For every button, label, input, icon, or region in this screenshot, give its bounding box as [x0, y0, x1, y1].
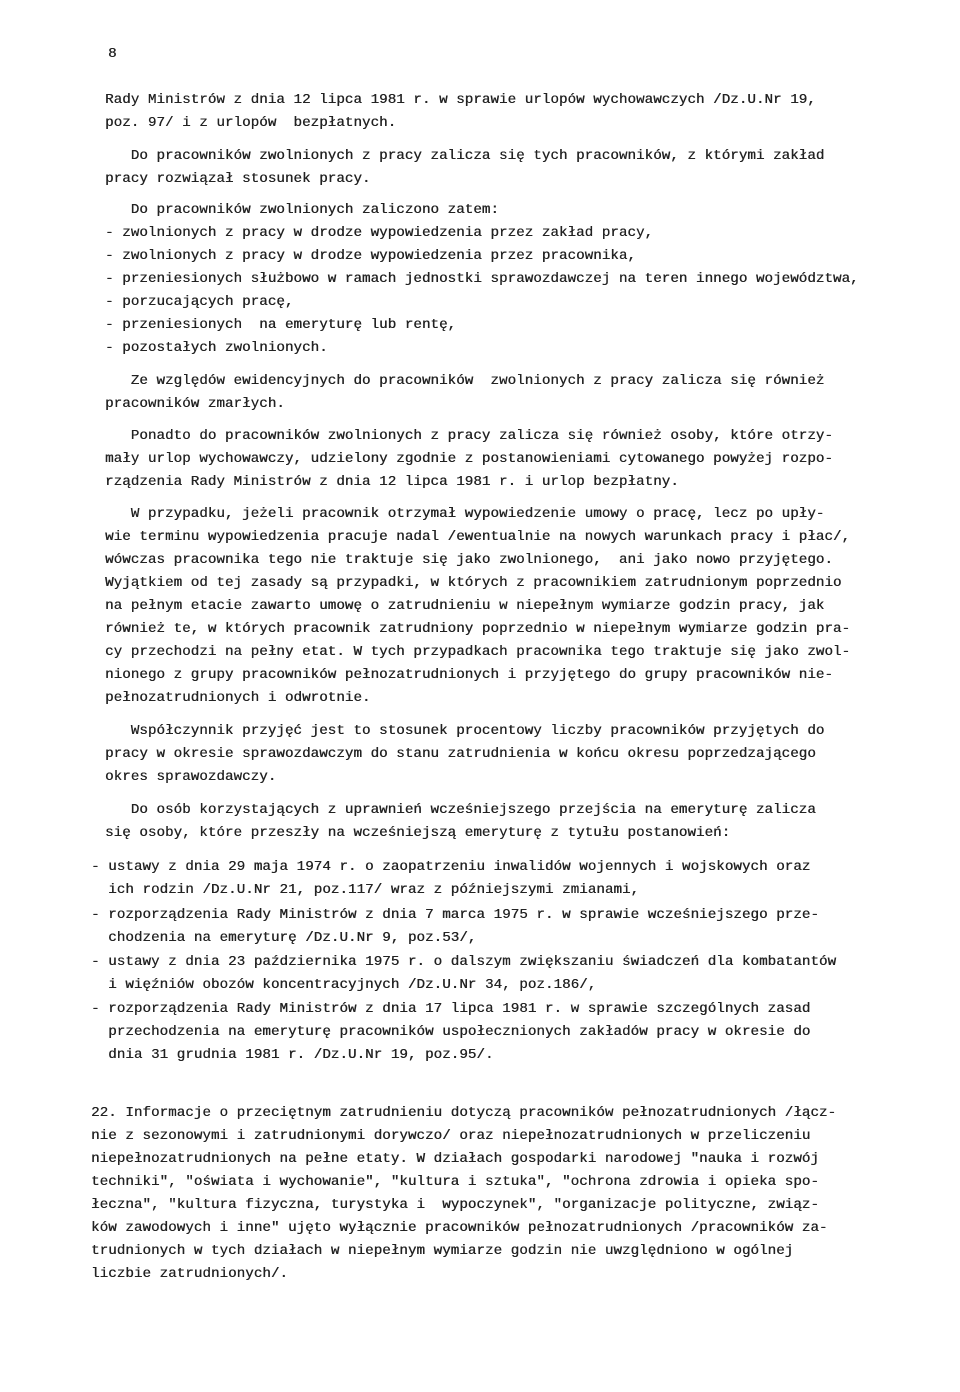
- text-line: rządzenia Rady Ministrów z dnia 12 lipca 1981 r. i urlop bezpłatny.: [105, 474, 679, 490]
- text-line: - rozporządzenia Rady Ministrów z dnia 7 marca 1975 r. w sprawie wcześniejszego prze-: [91, 907, 819, 923]
- text-line: - zwolnionych z pracy w drodze wypowiedzenia przez zakład pracy,: [105, 225, 654, 241]
- text-line: Do pracowników zwolnionych z pracy zalicza się tych pracowników, z którymi zakład: [105, 148, 825, 164]
- text-line: na pełnym etacie zawarto umowę o zatrudnieniu w niepełnym wymiarze godzin pracy, jak: [105, 598, 825, 614]
- text-line: wówczas pracownika tego nie traktuje się jako zwolnionego, ani jako nowo przyjętego.: [105, 552, 833, 568]
- text-line: Rady Ministrów z dnia 12 lipca 1981 r. w sprawie urlopów wychowawczych /Dz.U.Nr 19,: [105, 92, 816, 108]
- text-line: Ponadto do pracowników zwolnionych z pracy zalicza się również osoby, które otrzy-: [105, 428, 833, 444]
- text-line: pełnozatrudnionych i odwrotnie.: [105, 690, 371, 706]
- text-line: pracy rozwiązał stosunek pracy.: [105, 171, 371, 187]
- text-line: ich rodzin /Dz.U.Nr 21, poz.117/ wraz z późniejszymi zmianami,: [91, 882, 640, 898]
- text-line: Ze względów ewidencyjnych do pracowników zwolnionych z pracy zalicza się również: [105, 373, 825, 389]
- text-line: - pozostałych zwolnionych.: [105, 340, 328, 356]
- text-line: techniki", "oświata i wychowanie", "kultura i sztuka", "ochrona zdrowia i opieka spo-: [91, 1174, 819, 1190]
- text-line: W przypadku, jeżeli pracownik otrzymał wypowiedzenie umowy o pracę, lecz po upły-: [105, 506, 825, 522]
- text-line: nie z sezonowymi i zatrudnionymi dorywczo/ oraz niepełnozatrudnionych w przeliczeniu: [91, 1128, 811, 1144]
- text-line: nionego z grupy pracowników pełnozatrudnionych i przyjętego do grupy pracowników nie-: [105, 667, 833, 683]
- text-line: Do pracowników zwolnionych zaliczono zatem:: [105, 202, 499, 218]
- text-line: ków zawodowych i inne" ujęto wyłącznie pracowników pełnozatrudnionych /pracowników za-: [91, 1220, 828, 1236]
- text-line: liczbie zatrudnionych/.: [91, 1266, 288, 1282]
- text-line: wie terminu wypowiedzenia pracuje nadal /ewentualnie na nowych warunkach pracy i płac/,: [105, 529, 851, 545]
- text-line: poz. 97/ i z urlopów bezpłatnych.: [105, 115, 397, 131]
- text-line: chodzenia na emeryturę /Dz.U.Nr 9, poz.53/,: [91, 930, 477, 946]
- text-line: okres sprawozdawczy.: [105, 769, 277, 785]
- text-line: pracy w okresie sprawozdawczym do stanu zatrudnienia w końcu okresu poprzedzającego: [105, 746, 816, 762]
- text-line: - przeniesionych służbowo w ramach jednostki sprawozdawczej na teren innego województwa,: [105, 271, 859, 287]
- text-line: - przeniesionych na emeryturę lub rentę,: [105, 317, 457, 333]
- text-line: pracowników zmarłych.: [105, 396, 285, 412]
- text-line: Do osób korzystających z uprawnień wcześniejszego przejścia na emeryturę zalicza: [105, 802, 816, 818]
- text-line: - rozporządzenia Rady Ministrów z dnia 17 lipca 1981 r. w sprawie szczególnych zasad: [91, 1001, 811, 1017]
- text-line: łeczna", "kultura fizyczna, turystyka i wypoczynek", "organizacje polityczne, związ-: [91, 1197, 819, 1213]
- text-line: się osoby, które przeszły na wcześniejszą emeryturę z tytułu postanowień:: [105, 825, 731, 841]
- text-line: trudnionych w tych działach w niepełnym wymiarze godzin nie uwzględniono w ogólnej: [91, 1243, 794, 1259]
- text-line: również te, w których pracownik zatrudniony poprzednio w niepełnym wymiarze godzin pra-: [105, 621, 851, 637]
- text-line: mały urlop wychowawczy, udzielony zgodnie z postanowieniami cytowanego powyżej rozpo-: [105, 451, 833, 467]
- text-line: cy przechodzi na pełny etat. W tych przypadkach pracownika tego traktuje się jako zwol-: [105, 644, 851, 660]
- text-line: - ustawy z dnia 29 maja 1974 r. o zaopatrzeniu inwalidów wojennych i wojskowych oraz: [91, 859, 811, 875]
- page-number: 8: [108, 46, 117, 62]
- text-line: 22. Informacje o przeciętnym zatrudnieniu dotyczą pracowników pełnozatrudnionych /łącz-: [91, 1105, 837, 1121]
- text-line: Wyjątkiem od tej zasady są przypadki, w których z pracownikiem zatrudnionym poprzednio: [105, 575, 842, 591]
- text-line: - porzucających pracę,: [105, 294, 294, 310]
- text-line: - ustawy z dnia 23 października 1975 r. o dalszym zwiększaniu świadczeń dla kombatantów: [91, 954, 837, 970]
- text-line: przechodzenia na emeryturę pracowników uspołecznionych zakładów pracy w okresie do: [91, 1024, 811, 1040]
- text-line: - zwolnionych z pracy w drodze wypowiedzenia przez pracownika,: [105, 248, 636, 264]
- text-line: Współczynnik przyjęć jest to stosunek procentowy liczby pracowników przyjętych do: [105, 723, 825, 739]
- text-line: i więźniów obozów koncentracyjnych /Dz.U.Nr 34, poz.186/,: [91, 977, 597, 993]
- text-line: niepełnozatrudnionych na pełne etaty. W działach gospodarki narodowej "nauka i rozwój: [91, 1151, 819, 1167]
- text-line: dnia 31 grudnia 1981 r. /Dz.U.Nr 19, poz.95/.: [91, 1047, 494, 1063]
